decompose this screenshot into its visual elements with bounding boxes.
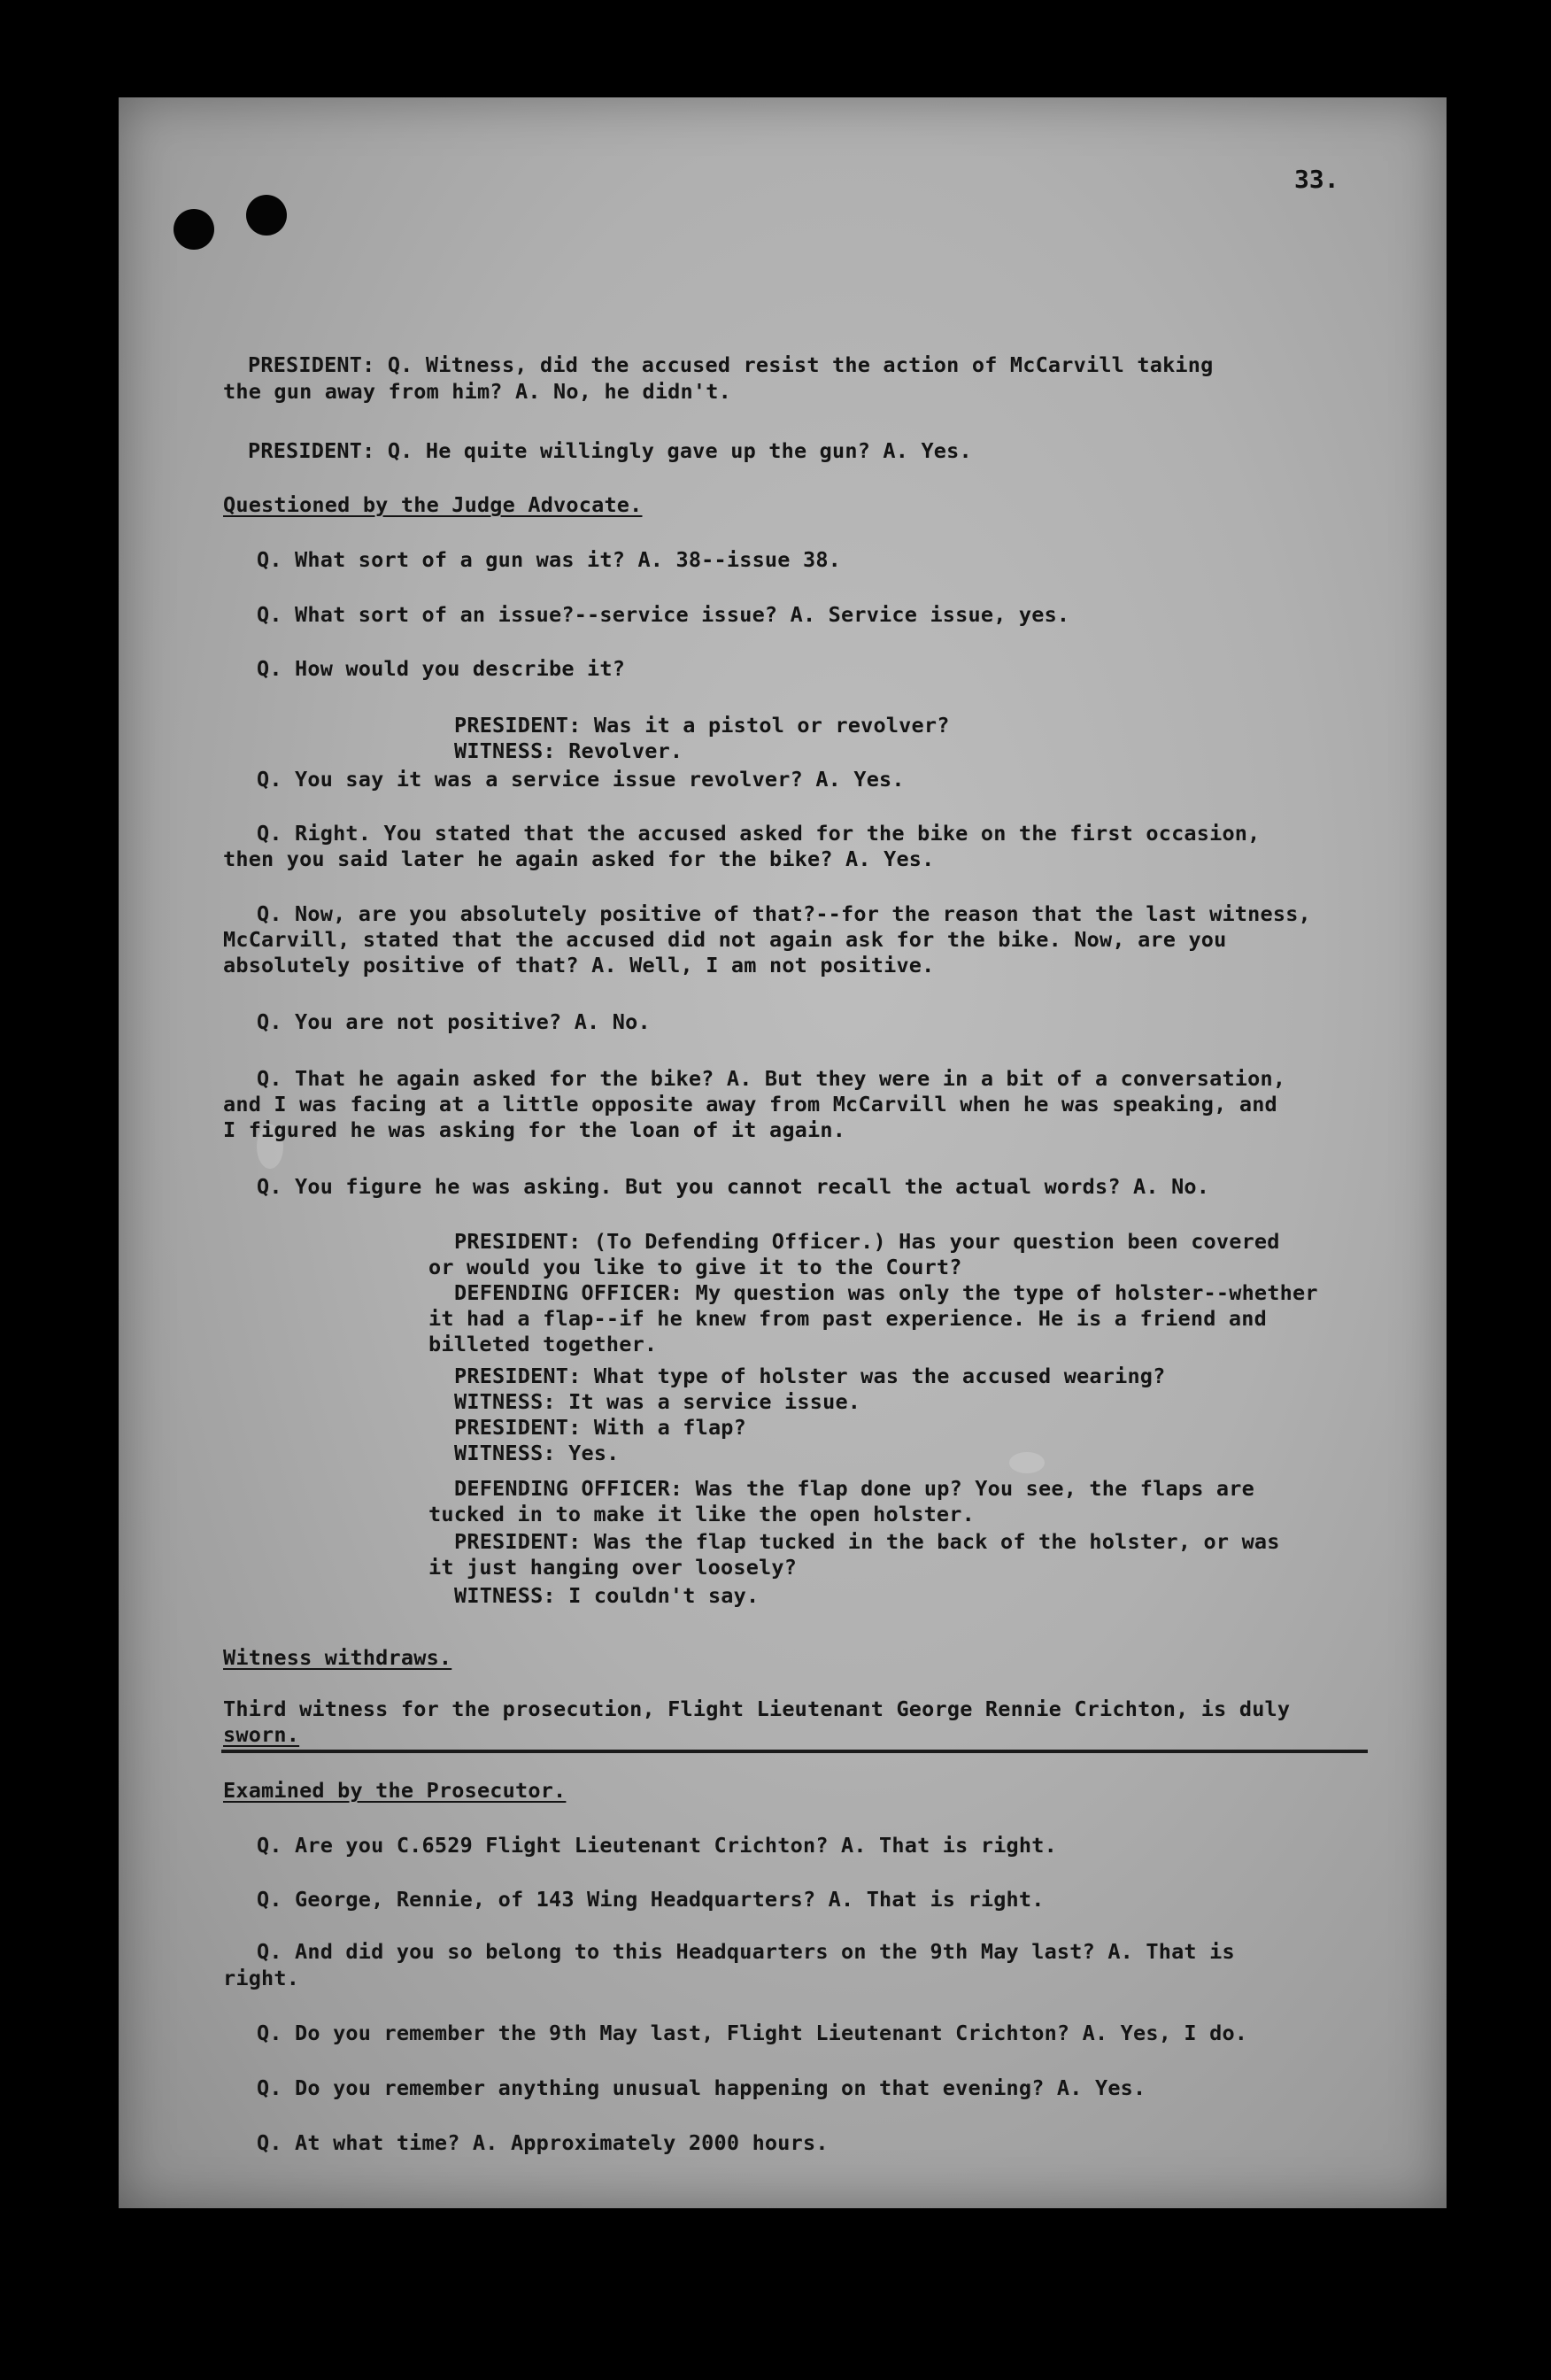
text-line: Q. Do you remember the 9th May last, Flight Lieutenant Crichton? A. Yes, I do.: [257, 2021, 1248, 2045]
page-number: 33.: [1294, 165, 1339, 194]
text-line: Q. That he again asked for the bike? A. But they were in a bit of a conversation,: [257, 1066, 1286, 1091]
text-line: it just hanging over loosely?: [428, 1555, 798, 1580]
text-line: Q. What sort of an issue?--service issue? A. Service issue, yes.: [257, 602, 1070, 627]
text-line: DEFENDING OFFICER: My question was only the type of holster--whether: [454, 1280, 1318, 1305]
text-line: PRESIDENT: Q. Witness, did the accused resist the action of McCarvill taking: [248, 352, 1214, 377]
text-line: absolutely positive of that? A. Well, I am not positive.: [223, 953, 935, 978]
text-line: Third witness for the prosecution, Flight Lieutenant George Rennie Crichton, is duly: [223, 1696, 1291, 1721]
text-line: PRESIDENT: What type of holster was the accused wearing?: [454, 1364, 1166, 1388]
text-line: PRESIDENT: Was it a pistol or revolver?: [454, 713, 950, 738]
text-line: Q. Now, are you absolutely positive of that?--for the reason that the last witness,: [257, 901, 1311, 926]
text-line: Q. Do you remember anything unusual happening on that evening? A. Yes.: [257, 2075, 1146, 2100]
text-line: PRESIDENT: Was the flap tucked in the back of the holster, or was: [454, 1529, 1280, 1554]
text-line: or would you like to give it to the Court?: [428, 1255, 962, 1279]
text-line: WITNESS: Yes.: [454, 1441, 620, 1465]
text-line: Q. At what time? A. Approximately 2000 hours.: [257, 2130, 829, 2155]
section-heading: Witness withdraws.: [223, 1645, 452, 1670]
text-line: I figured he was asking for the loan of it again.: [223, 1117, 846, 1142]
text-line: right.: [223, 1966, 300, 1990]
text-line: Q. And did you so belong to this Headquarters on the 9th May last? A. That is: [257, 1939, 1235, 1964]
text-line: WITNESS: It was a service issue.: [454, 1389, 861, 1414]
text-line: PRESIDENT: With a flap?: [454, 1415, 747, 1440]
text-line: WITNESS: Revolver.: [454, 738, 683, 763]
text-line: and I was facing at a little opposite away from McCarvill when he was speaking, and: [223, 1092, 1277, 1117]
text-line: Q. How would you describe it?: [257, 656, 626, 681]
text-line: Q. Right. You stated that the accused asked for the bike on the first occasion,: [257, 821, 1261, 846]
text-line: Q. You say it was a service issue revolver? A. Yes.: [257, 767, 905, 792]
text-line: Q. You figure he was asking. But you cannot recall the actual words? A. No.: [257, 1174, 1210, 1199]
text-line: PRESIDENT: Q. He quite willingly gave up the gun? A. Yes.: [248, 438, 972, 463]
text-line: WITNESS: I couldn't say.: [454, 1583, 760, 1608]
text-line: tucked in to make it like the open holster.: [428, 1502, 975, 1526]
text-line: sworn.: [223, 1722, 300, 1747]
text-line: then you said later he again asked for the bike? A. Yes.: [223, 846, 935, 871]
text-line: Q. What sort of a gun was it? A. 38--issue 38.: [257, 547, 842, 572]
text-line: the gun away from him? A. No, he didn't.: [223, 379, 731, 404]
text-line: it had a flap--if he knew from past experience. He is a friend and: [428, 1306, 1267, 1331]
text-line: Q. George, Rennie, of 143 Wing Headquarters? A. That is right.: [257, 1887, 1045, 1912]
text-line: Q. You are not positive? A. No.: [257, 1009, 651, 1034]
section-heading: Questioned by the Judge Advocate.: [223, 492, 643, 517]
text-line: McCarvill, stated that the accused did not again ask for the bike. Now, are you: [223, 927, 1227, 952]
text-line: DEFENDING OFFICER: Was the flap done up? You see, the flaps are: [454, 1476, 1254, 1501]
horizontal-rule: [221, 1750, 1368, 1753]
text-line: PRESIDENT: (To Defending Officer.) Has your question been covered: [454, 1229, 1280, 1254]
text-line: Q. Are you C.6529 Flight Lieutenant Crichton? A. That is right.: [257, 1833, 1057, 1858]
section-heading: Examined by the Prosecutor.: [223, 1778, 567, 1803]
text-line: billeted together.: [428, 1332, 658, 1356]
